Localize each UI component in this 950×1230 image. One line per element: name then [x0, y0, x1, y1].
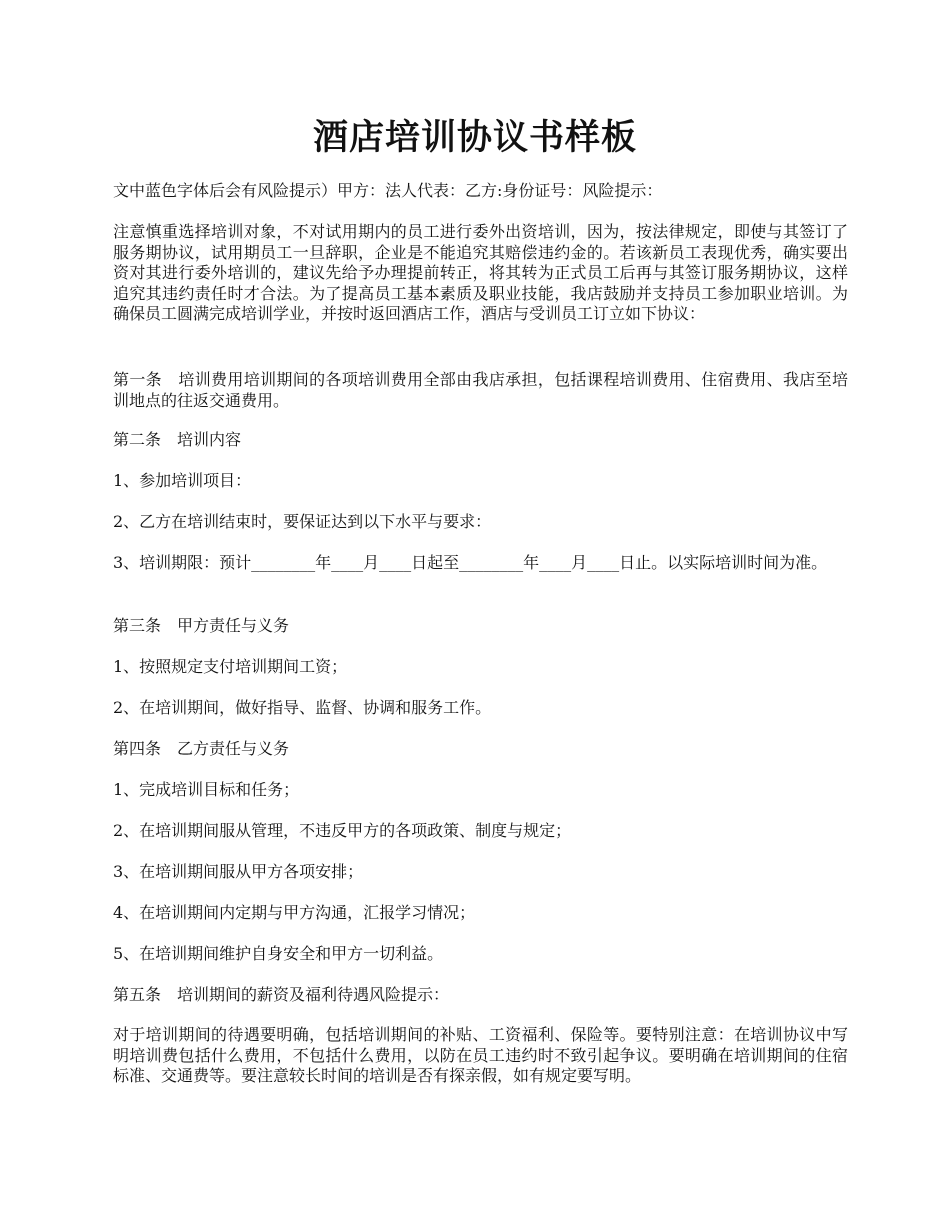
article-2-item-2: 2、乙方在培训结束时，要保证达到以下水平与要求： [113, 512, 492, 531]
article-4-item-1: 1、完成培训目标和任务； [113, 780, 300, 799]
document-title: 酒店培训协议书样板 [312, 117, 637, 158]
article-4-heading: 第四条 乙方责任与义务 [113, 739, 290, 758]
article-4-item-5: 5、在培训期间维护自身安全和甲方一切利益。 [113, 944, 444, 963]
article-3-item-1: 1、按照规定支付培训期间工资； [113, 657, 348, 676]
article-3-heading: 第三条 甲方责任与义务 [113, 616, 290, 635]
risk-notice-paragraph: 注意慎重选择培训对象，不对试用期内的员工进行委外出资培训，因为，按法律规定，即使与其签订了服务期协议，试用期员工一旦辞职，企业是不能追究其赔偿违约金的。若该新员工表现优秀，确实要出资对其进行委外培训的，建议先给予办理提前转正，将其转为正式员工后再与其签订服务期协议，这样追究其违约责任时才合法。为了提高员工基本素质及职业技能，我店鼓励并支持员工参加职业培训。为确保员工圆满完成培训学业，并按时返回酒店工作，酒店与受训员工订立如下协议： [113, 222, 848, 323]
article-4-item-2: 2、在培训期间服从管理，不违反甲方的各项政策、制度与规定； [113, 821, 572, 840]
article-1-training-costs: 第一条 培训费用培训期间的各项培训费用全部由我店承担，包括课程培训费用、住宿费用、我店至培训地点的往返交通费用。 [113, 370, 848, 410]
article-2-item-1: 1、参加培训项目： [113, 471, 252, 490]
article-2-item-3-training-period: 3、培训期限：预计________年____月____日起至________年____月____日止。以实际培训时间为准。 [113, 553, 828, 572]
article-5-risk-notice: 对于培训期间的待遇要明确，包括培训期间的补贴、工资福利、保险等。要特别注意：在培训协议中写明培训费包括什么费用，不包括什么费用，以防在员工违约时不致引起争议。要明确在培训期间的住宿标准、交通费等。要注意较长时间的培训是否有探亲假，如有规定要写明。 [113, 1025, 848, 1085]
intro-parties-line: 文中蓝色字体后会有风险提示）甲方：法人代表：乙方:身份证号：风险提示： [113, 181, 663, 200]
article-5-heading: 第五条 培训期间的薪资及福利待遇风险提示： [113, 985, 450, 1004]
article-3-item-2: 2、在培训期间，做好指导、监督、协调和服务工作。 [113, 698, 492, 717]
article-2-heading: 第二条 培训内容 [113, 430, 242, 449]
article-4-item-4: 4、在培训期间内定期与甲方沟通，汇报学习情况； [113, 903, 476, 922]
article-4-item-3: 3、在培训期间服从甲方各项安排； [113, 862, 364, 881]
